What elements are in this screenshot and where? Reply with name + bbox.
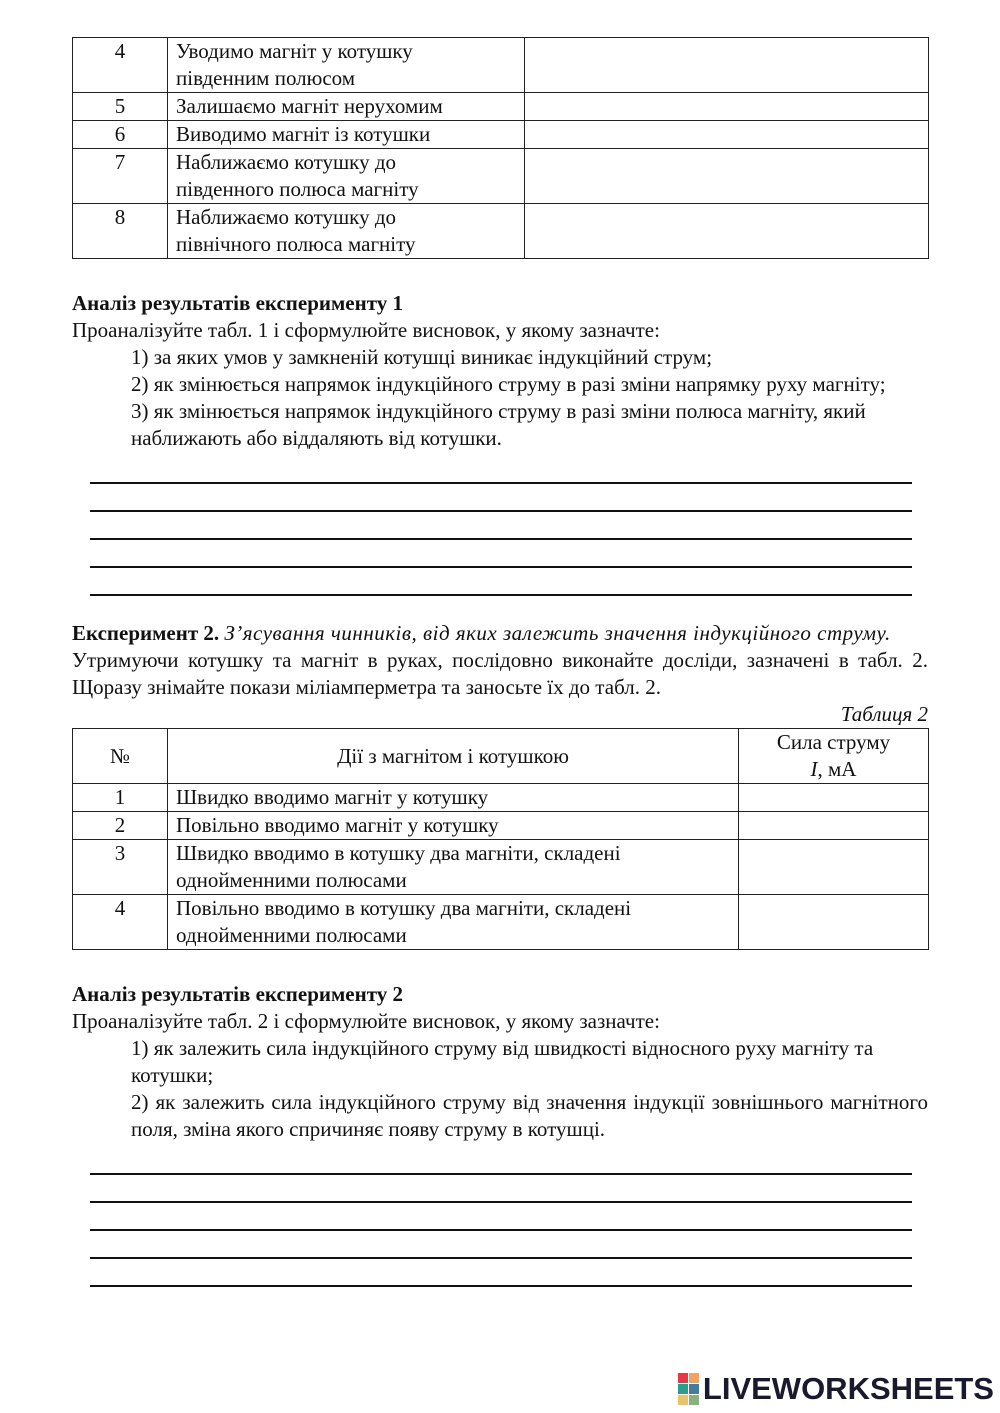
analysis-1-item: 2) як змінюється напрямок індукційного струму в разі зміни напрямку руху магніту; xyxy=(131,372,886,396)
row-action xyxy=(168,38,525,93)
table-row xyxy=(73,895,929,950)
row-number: 4 xyxy=(73,38,168,93)
experiment-2-title: З’ясування чинників, від яких залежить значення індукційного струму. xyxy=(224,621,891,645)
answer-line[interactable] xyxy=(90,1259,912,1287)
action-line: північного полюса магніту xyxy=(176,232,416,256)
analysis-2-title: Аналіз результатів експерименту 2 xyxy=(72,982,404,1006)
analysis-1-title: Аналіз результатів експерименту 1 xyxy=(72,291,404,315)
action-line: Повільно вводимо в котушку два магніти, складені xyxy=(176,896,632,920)
row-number: 7 xyxy=(73,149,168,204)
row-action xyxy=(168,149,525,204)
analysis-1-intro: Проаналізуйте табл. 1 і сформулюйте висновок, у якому зазначте: xyxy=(72,318,660,342)
row-action xyxy=(168,812,739,840)
header-current-unit-line xyxy=(747,756,920,783)
experiment-2-heading xyxy=(72,620,928,647)
analysis-2-intro: Проаналізуйте табл. 2 і сформулюйте висновок, у якому зазначте: xyxy=(72,1009,660,1033)
action-line: Повільно вводимо магніт у котушку xyxy=(176,813,499,837)
answer-lines-1[interactable] xyxy=(90,456,912,596)
action-line: південним полюсом xyxy=(176,66,356,90)
answer-lines-2[interactable] xyxy=(90,1147,912,1287)
row-action xyxy=(168,840,739,895)
action-line: Уводимо магніт у котушку xyxy=(176,39,413,63)
table-row xyxy=(73,149,929,204)
row-number: 8 xyxy=(73,204,168,259)
row-action xyxy=(168,895,739,950)
action-line: Залишаємо магніт нерухомим xyxy=(176,94,443,118)
current-input-cell[interactable] xyxy=(739,812,929,840)
analysis-1-item: 1) за яких умов у замкненій котушці виникає індукційний струм; xyxy=(131,345,713,369)
table-row xyxy=(73,840,929,895)
logo-square xyxy=(689,1373,699,1383)
current-input-cell[interactable] xyxy=(739,895,929,950)
action-line: Виводимо магніт із котушки xyxy=(176,122,431,146)
analysis-2-item: 2) як залежить сила індукційного струму від значення індукції зовнішнього магнітного поля, зміна якого спричиняє появу струму в котушці. xyxy=(131,1090,928,1141)
action-line: Швидко вводимо магніт у котушку xyxy=(176,785,489,809)
action-line: Наближаємо котушку до xyxy=(176,205,397,229)
header-num: № xyxy=(73,729,168,784)
answer-cell[interactable] xyxy=(525,149,929,204)
experiment-2-text: Утримуючи котушку та магніт в руках, послідовно виконайте досліди, зазначені в табл. 2. Щоразу знімайте покази міліамперметра та заносьте їх до табл. 2. xyxy=(72,648,928,699)
worksheet-page xyxy=(72,37,928,1287)
table-row xyxy=(73,121,929,149)
action-line: Швидко вводимо в котушку два магніти, складені xyxy=(176,841,621,865)
logo-square xyxy=(689,1384,699,1394)
table-2-caption: Таблиця 2 xyxy=(840,702,928,726)
logo-square xyxy=(678,1373,688,1383)
action-line: однойменними полюсами xyxy=(176,868,407,892)
logo-square xyxy=(678,1395,688,1405)
table-row xyxy=(73,38,929,93)
row-number: 3 xyxy=(73,840,168,895)
table-row xyxy=(73,784,929,812)
experiment-2-label: Експеримент 2. xyxy=(72,621,220,645)
logo-text: LIVEWORKSHEETS xyxy=(702,1371,994,1406)
current-input-cell[interactable] xyxy=(739,784,929,812)
logo-mark-icon xyxy=(678,1373,699,1405)
analysis-1-item: 3) як змінюється напрямок індукційного струму в разі зміни полюса магніту, який наближають або віддаляють від котушки. xyxy=(131,399,866,450)
row-number: 2 xyxy=(73,812,168,840)
answer-line[interactable] xyxy=(90,568,912,596)
action-line: однойменними полюсами xyxy=(176,923,407,947)
row-number: 5 xyxy=(73,93,168,121)
table-row xyxy=(73,93,929,121)
table-2 xyxy=(72,728,929,950)
row-action xyxy=(168,204,525,259)
answer-line[interactable] xyxy=(90,512,912,540)
answer-line[interactable] xyxy=(90,1231,912,1259)
row-number: 6 xyxy=(73,121,168,149)
answer-line[interactable] xyxy=(90,1203,912,1231)
action-line: південного полюса магніту xyxy=(176,177,419,201)
current-input-cell[interactable] xyxy=(739,840,929,895)
answer-line[interactable] xyxy=(90,540,912,568)
row-number: 1 xyxy=(73,784,168,812)
current-variable: I xyxy=(810,757,818,781)
logo-square xyxy=(678,1384,688,1394)
header-current xyxy=(739,729,929,784)
row-action xyxy=(168,784,739,812)
answer-line[interactable] xyxy=(90,1147,912,1175)
header-current-label: Сила струму xyxy=(776,730,891,754)
table-1 xyxy=(72,37,929,259)
answer-cell[interactable] xyxy=(525,204,929,259)
row-action xyxy=(168,93,525,121)
table-row xyxy=(73,204,929,259)
answer-cell[interactable] xyxy=(525,38,929,93)
current-unit: , мА xyxy=(817,757,857,781)
liveworksheets-logo xyxy=(678,1371,994,1407)
action-line: Наближаємо котушку до xyxy=(176,150,397,174)
logo-square xyxy=(689,1395,699,1405)
analysis-2-item: 1) як залежить сила індукційного струму від швидкості відносного руху магніту та котушки; xyxy=(131,1036,874,1087)
answer-line[interactable] xyxy=(90,484,912,512)
row-number: 4 xyxy=(73,895,168,950)
table-header-row xyxy=(73,729,929,784)
header-action: Дії з магнітом і котушкою xyxy=(168,729,739,784)
answer-line[interactable] xyxy=(90,1175,912,1203)
table-row xyxy=(73,812,929,840)
answer-cell[interactable] xyxy=(525,121,929,149)
row-action xyxy=(168,121,525,149)
answer-line[interactable] xyxy=(90,456,912,484)
answer-cell[interactable] xyxy=(525,93,929,121)
